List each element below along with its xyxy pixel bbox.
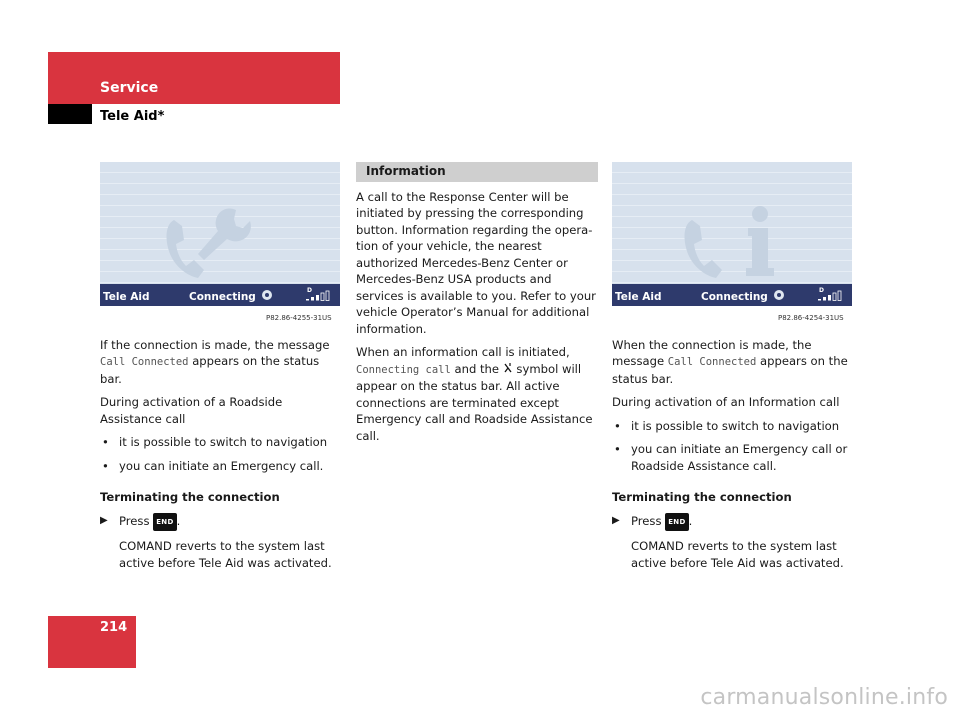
step-result: COMAND reverts to the system last active before Tele Aid was activated. — [631, 539, 844, 570]
end-key-icon: END — [153, 513, 176, 532]
instruction-step: ▶ Press END . — [100, 513, 342, 532]
subsection-title: Tele Aid* — [100, 109, 165, 124]
list-item: • you can initiate an Emergency call. — [100, 458, 342, 475]
status-text: Connecting — [701, 291, 768, 303]
paragraph: When an information call is initiated, Connecting call and the symbol will appear on the status bar. All active connections are terminated except Emergency call and Roadside Assistance call. — [356, 345, 593, 443]
figure-code: P82.86-4254-31US — [778, 314, 844, 322]
end-key-icon: END — [665, 513, 688, 532]
roadside-screen-illustration — [100, 162, 340, 306]
signal-strength-icon — [305, 285, 339, 305]
svg-text:D: D — [819, 287, 824, 294]
arrow-right-icon: ▶ — [612, 514, 620, 526]
bullet-list — [612, 418, 854, 475]
header-marker — [48, 104, 92, 124]
status-dot-icon — [774, 290, 784, 300]
status-text: Connecting — [189, 291, 256, 303]
list-item: • you can initiate an Emergency call or Roadside Assistance call. — [612, 441, 854, 474]
bullet-list — [100, 434, 342, 474]
instruction-step: ▶ Press END . — [612, 513, 854, 532]
step-result: COMAND reverts to the system last active before Tele Aid was activated. — [119, 539, 332, 570]
status-dot-icon — [262, 290, 272, 300]
watermark: carmanualsonline.info — [700, 685, 948, 710]
status-app-name: Tele Aid — [103, 291, 150, 303]
list-item: • it is possible to switch to navigation — [100, 434, 342, 451]
paragraph: If the connection is made, the message Call Connected appears on the status bar. — [100, 337, 330, 386]
middle-column — [356, 162, 598, 451]
page-number: 214 — [100, 620, 128, 635]
paragraph: When the connection is made, the message Call Connected appears on the status bar. — [612, 337, 848, 386]
paragraph: A call to the Response Center will be initiated by pressing the corresponding button. Information regarding the opera-tion of your vehicle, the nearest authorized Mercedes-Benz Center or Mercedes-Benz USA products and services is available to you. Refer to your vehicle Operator’s Manual for additional information. — [356, 189, 596, 336]
status-app-name: Tele Aid — [615, 291, 662, 303]
right-column — [612, 162, 854, 571]
subheading: Terminating the connection — [612, 490, 792, 504]
subheading: Terminating the connection — [100, 490, 280, 504]
list-item: • it is possible to switch to navigation — [612, 418, 854, 435]
information-screen-illustration — [612, 162, 852, 306]
status-bar — [100, 284, 340, 306]
section-title: Service — [100, 80, 159, 96]
paragraph: During activation of an Information call — [612, 395, 840, 409]
header-band — [48, 52, 340, 104]
status-bar — [612, 284, 852, 306]
code-text: Connecting call — [356, 363, 451, 376]
paragraph: During activation of a Roadside Assistance call — [100, 395, 283, 426]
svg-text:D: D — [307, 287, 312, 294]
left-column — [100, 162, 342, 571]
arrow-right-icon: ▶ — [100, 514, 108, 526]
information-box-title: Information — [356, 162, 598, 182]
phone-signal-icon — [503, 362, 513, 374]
figure-code: P82.86-4255-31US — [266, 314, 332, 322]
code-text: Call Connected — [667, 356, 757, 368]
signal-strength-icon — [817, 285, 851, 305]
code-text: Call Connected — [100, 356, 189, 368]
